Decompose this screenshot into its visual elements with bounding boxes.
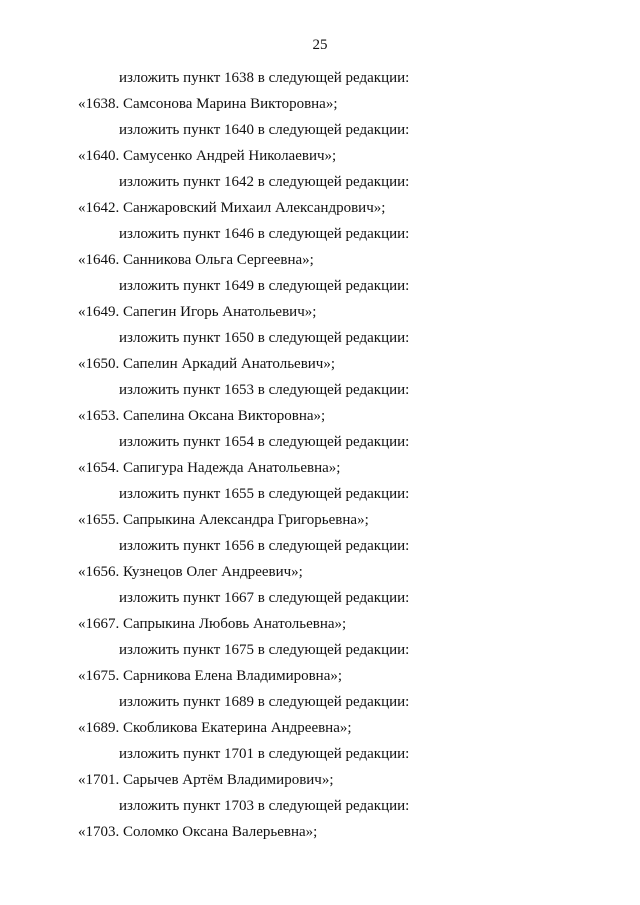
entry-line: «1701. Сарычев Артём Владимирович»;	[78, 772, 334, 788]
entry-line: «1650. Сапелин Аркадий Анатольевич»;	[78, 356, 336, 372]
instruction-line: изложить пункт 1640 в следующей редакции:	[119, 122, 410, 138]
instruction-line: изложить пункт 1703 в следующей редакции:	[119, 798, 410, 814]
entry-line: «1703. Соломко Оксана Валерьевна»;	[78, 824, 318, 840]
entry-line: «1649. Сапегин Игорь Анатольевич»;	[78, 304, 317, 320]
entry-line: «1653. Сапелина Оксана Викторовна»;	[78, 408, 326, 424]
instruction-line: изложить пункт 1638 в следующей редакции:	[119, 70, 410, 86]
entry-line: «1638. Самсонова Марина Викторовна»;	[78, 96, 338, 112]
instruction-line: изложить пункт 1646 в следующей редакции:	[119, 226, 410, 242]
instruction-line: изложить пункт 1675 в следующей редакции:	[119, 642, 410, 658]
instruction-line: изложить пункт 1650 в следующей редакции:	[119, 330, 410, 346]
instruction-line: изложить пункт 1667 в следующей редакции:	[119, 590, 410, 606]
instruction-line: изложить пункт 1656 в следующей редакции:	[119, 538, 410, 554]
instruction-line: изложить пункт 1642 в следующей редакции:	[119, 174, 410, 190]
entry-line: «1646. Санникова Ольга Сергеевна»;	[78, 252, 314, 268]
entry-line: «1642. Санжаровский Михаил Александрович»;	[78, 200, 386, 216]
instruction-line: изложить пункт 1653 в следующей редакции:	[119, 382, 410, 398]
instruction-line: изложить пункт 1701 в следующей редакции:	[119, 746, 410, 762]
instruction-line: изложить пункт 1689 в следующей редакции:	[119, 694, 410, 710]
entry-line: «1667. Сапрыкина Любовь Анатольевна»;	[78, 616, 347, 632]
entry-line: «1655. Сапрыкина Александра Григорьевна»;	[78, 512, 369, 528]
instruction-line: изложить пункт 1649 в следующей редакции:	[119, 278, 410, 294]
entry-line: «1640. Самусенко Андрей Николаевич»;	[78, 148, 337, 164]
instruction-line: изложить пункт 1655 в следующей редакции:	[119, 486, 410, 502]
instruction-line: изложить пункт 1654 в следующей редакции:	[119, 434, 410, 450]
entry-line: «1654. Сапигура Надежда Анатольевна»;	[78, 460, 341, 476]
entry-line: «1675. Сарникова Елена Владимировна»;	[78, 668, 343, 684]
entry-line: «1689. Скобликова Екатерина Андреевна»;	[78, 720, 352, 736]
page-number: 25	[312, 37, 328, 53]
entry-line: «1656. Кузнецов Олег Андреевич»;	[78, 564, 303, 580]
document-body	[0, 65, 640, 845]
